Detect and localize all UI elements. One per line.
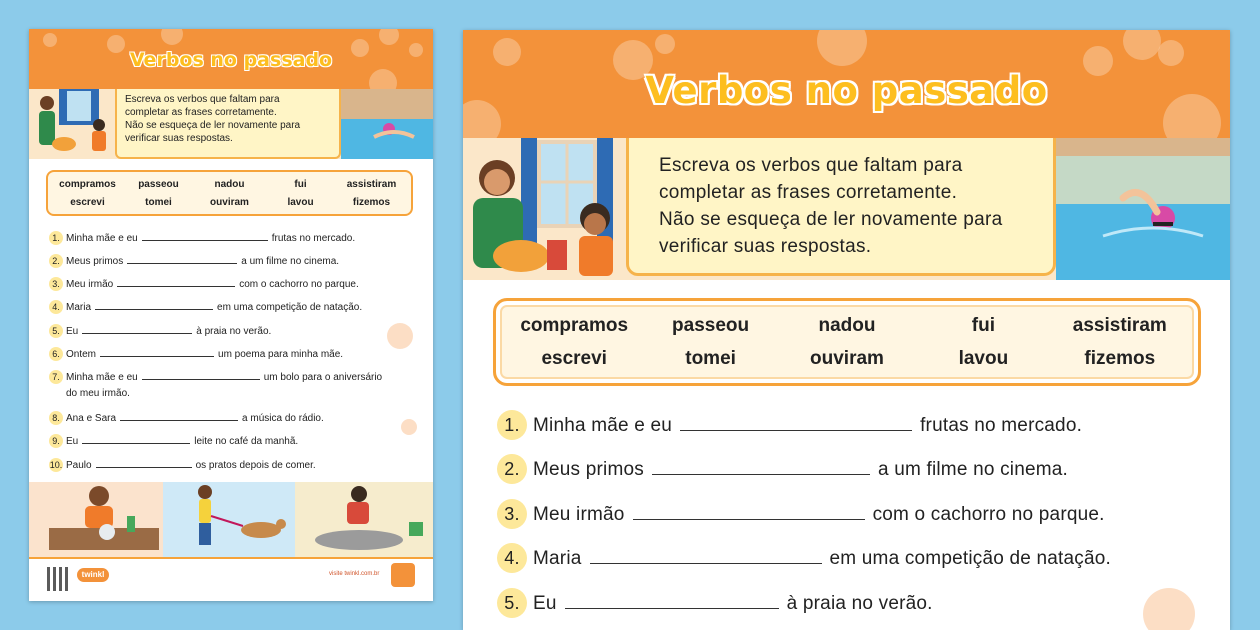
instructions-box (115, 89, 341, 159)
question-text: à praia no verão. (196, 326, 272, 337)
footer-bar (29, 557, 433, 601)
answer-blank[interactable] (142, 231, 268, 241)
word-bank-item: tomei (685, 347, 736, 369)
question-item (49, 300, 362, 314)
question-item (497, 454, 1068, 484)
twinkl-logo: twinkl (77, 568, 109, 582)
word-bank (493, 298, 1201, 386)
footer-site: visite twinkl.com.br (329, 571, 380, 577)
question-number: 8. (49, 411, 63, 425)
question-number: 3. (49, 277, 63, 291)
question-text: a música do rádio. (242, 413, 324, 424)
question-item (497, 499, 1105, 529)
footer-illustrations (29, 482, 433, 557)
question-text: leite no café da manhã. (194, 436, 299, 447)
question-item (497, 543, 1111, 573)
question-text: Minha mãe e eu (66, 372, 138, 383)
question-item (497, 410, 1082, 440)
question-text: frutas no mercado. (920, 415, 1083, 436)
word-bank-item: lavou (287, 196, 314, 208)
worksheet-thumbnail (29, 29, 433, 601)
question-item (49, 411, 324, 425)
question-number: 5. (497, 588, 527, 618)
word-bank-item: passeou (138, 178, 179, 190)
word-bank-item: lavou (958, 347, 1009, 369)
question-number: 5. (49, 324, 63, 338)
question-item (49, 458, 316, 472)
question-text: Ana e Sara (66, 413, 117, 424)
question-text: Eu (66, 326, 79, 337)
question-item (49, 370, 382, 384)
instruction-line: verificar suas respostas. (659, 236, 872, 257)
instruction-line: Não se esqueça de ler novamente para (659, 209, 1003, 230)
question-text: Eu (533, 593, 557, 614)
word-bank-item: tomei (145, 196, 172, 208)
word-bank-item: assistiram (1072, 314, 1167, 336)
question-text: a um filme no cinema. (241, 256, 340, 267)
question-item (49, 231, 355, 245)
question-text: a um filme no cinema. (877, 459, 1069, 480)
question-text: com o cachorro no parque. (872, 504, 1105, 525)
question-text: Meus primos (533, 459, 644, 480)
word-bank-item: compramos (520, 314, 629, 336)
question-number: 2. (497, 454, 527, 484)
word-bank-item: fizemos (352, 196, 391, 208)
answer-blank[interactable] (565, 593, 779, 609)
question-number: 9. (49, 434, 63, 448)
question-continuation: do meu irmão. (66, 388, 130, 399)
word-bank-item: ouviram (810, 347, 884, 369)
question-text: Ontem (66, 349, 97, 360)
question-item (49, 324, 271, 338)
instruction-line: completar as frases corretamente. (659, 182, 958, 203)
qr-code-icon (47, 567, 71, 591)
question-text: Minha mãe e eu (66, 233, 138, 244)
word-bank (46, 170, 413, 216)
question-number: 2. (49, 254, 63, 268)
question-text: Maria (66, 302, 92, 313)
word-bank-item: assistiram (346, 178, 397, 190)
word-bank-item: escrevi (70, 196, 105, 208)
question-number: 4. (497, 543, 527, 573)
answer-blank[interactable] (95, 300, 213, 310)
word-bank-item: escrevi (541, 347, 607, 369)
word-bank-item: fizemos (1084, 347, 1156, 369)
page-title: Verbos no passado (129, 49, 333, 71)
answer-blank[interactable] (127, 254, 237, 264)
question-item (49, 277, 359, 291)
question-text: Meu irmão (533, 504, 625, 525)
word-bank-item: fui (971, 314, 995, 336)
word-bank-item: ouviram (210, 196, 249, 208)
worksheet-zoomed (463, 30, 1230, 630)
question-item (497, 588, 933, 618)
question-text: Eu (66, 436, 79, 447)
answer-blank[interactable] (82, 434, 190, 444)
word-bank-item: fui (294, 178, 307, 190)
question-number: 1. (497, 410, 527, 440)
word-bank-item: nadou (818, 314, 876, 336)
question-text: os pratos depois de comer. (195, 460, 316, 471)
word-bank-item: nadou (214, 178, 245, 190)
question-number: 10. (49, 460, 63, 470)
question-text: à praia no verão. (786, 593, 933, 614)
question-text: Minha mãe e eu (533, 415, 673, 436)
question-number: 7. (49, 370, 63, 384)
question-item (49, 254, 339, 268)
question-number: 1. (49, 231, 63, 245)
answer-blank[interactable] (680, 415, 912, 431)
instruction-line: verificar suas respostas. (125, 133, 233, 144)
question-text: um bolo para o aniversário (263, 372, 383, 383)
answer-blank[interactable] (82, 324, 192, 334)
question-text: Maria (533, 548, 582, 569)
answer-blank[interactable] (590, 548, 822, 564)
question-text: Meu irmão (66, 279, 114, 290)
answer-blank[interactable] (100, 347, 214, 357)
question-text: frutas no mercado. (271, 233, 356, 244)
question-number: 6. (49, 347, 63, 361)
question-number: 3. (497, 499, 527, 529)
question-text: um poema para minha mãe. (218, 349, 344, 360)
page-title: Verbos no passado (645, 69, 1048, 112)
word-bank-item: passeou (672, 314, 750, 336)
question-text: com o cachorro no parque. (239, 279, 359, 290)
instruction-line: Escreva os verbos que faltam para (659, 155, 963, 176)
answer-blank[interactable] (633, 504, 865, 520)
answer-blank[interactable] (117, 277, 235, 287)
answer-blank[interactable] (120, 411, 238, 421)
question-number: 4. (49, 300, 63, 314)
word-bank-item: compramos (59, 178, 116, 190)
question-item (49, 434, 298, 448)
answer-blank[interactable] (142, 370, 260, 380)
question-text: em uma competição de natação. (829, 548, 1111, 569)
twinkl-badge-icon (391, 563, 415, 587)
question-text: em uma competição de natação. (217, 302, 363, 313)
question-item (49, 347, 343, 361)
instructions-box (626, 138, 1056, 276)
instruction-line: Não se esqueça de ler novamente para (125, 120, 301, 131)
answer-blank[interactable] (96, 458, 192, 468)
answer-blank[interactable] (652, 459, 870, 475)
question-text: Paulo (66, 460, 92, 471)
question-text: Meus primos (66, 256, 124, 267)
instruction-line: Escreva os verbos que faltam para (125, 94, 280, 105)
instruction-line: completar as frases corretamente. (125, 107, 277, 118)
